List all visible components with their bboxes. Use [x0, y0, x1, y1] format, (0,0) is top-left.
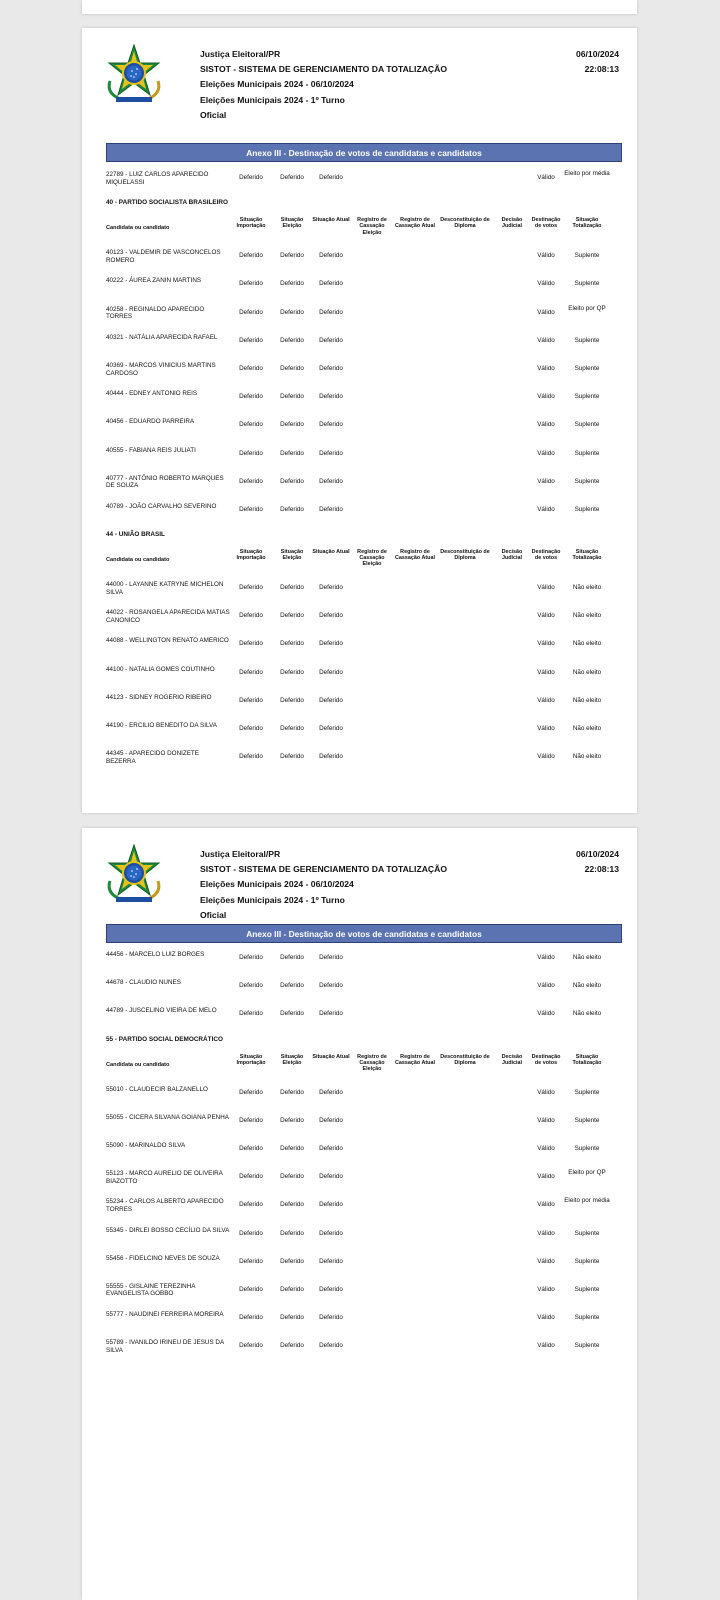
import-status: Deferido	[239, 1010, 263, 1018]
table-row	[106, 272, 637, 300]
candidate-name: 40222 - ÁUREA ZANIN MARTINS	[106, 277, 202, 285]
table-row	[106, 1137, 637, 1165]
import-status: Deferido	[239, 421, 263, 429]
table-row	[106, 1334, 637, 1362]
header-current-status: Situação Atual	[312, 549, 350, 556]
import-status: Deferido	[239, 725, 263, 732]
election-status: Deferido	[280, 1010, 304, 1018]
candidate-name: 44100 - NATALIA GOMES COUTINHO	[106, 665, 215, 673]
header-cassation-election: Registro de Cassação Eleição	[357, 1053, 387, 1072]
system-name: SISTOT - SISTEMA DE GERENCIAMENTO DA TOTALIZAÇÃO	[200, 64, 447, 75]
current-status: Deferido	[319, 308, 343, 316]
table-row	[106, 1193, 637, 1221]
import-status: Deferido	[239, 1144, 263, 1152]
current-status: Deferido	[319, 696, 343, 704]
table-row	[106, 1250, 637, 1278]
coat-of-arms-icon	[104, 44, 164, 106]
totalization-status: Suplente	[574, 505, 600, 513]
table-row	[106, 442, 637, 470]
table-row	[106, 1306, 637, 1334]
vote-destination: Válido	[537, 252, 555, 260]
current-status: Deferido	[319, 1285, 343, 1293]
election-status: Deferido	[280, 174, 304, 181]
table-row	[106, 498, 637, 526]
candidate-name: 55234 - CARLOS ALBERTO APARECIDO TORRES	[106, 1198, 224, 1213]
current-status: Deferido	[319, 1116, 343, 1124]
election-turn: Eleições Municipais 2024 - 1º Turno	[200, 94, 345, 105]
totalization-status: Suplente	[574, 393, 600, 401]
report-date: 06/10/2024	[575, 849, 619, 859]
totalization-status: Suplente	[574, 1116, 600, 1124]
report-status: Oficial	[200, 109, 227, 120]
candidate-name: 44678 - CLAUDIO NUNES	[106, 979, 181, 987]
header-deconstitution: Desconstituição de Diploma	[440, 1053, 490, 1066]
current-status: Deferido	[319, 364, 343, 372]
current-status: Deferido	[319, 1010, 343, 1018]
header-cassation-current: Registro de Cassação Atual	[395, 217, 435, 230]
election-status: Deferido	[280, 477, 304, 485]
annex-banner: Anexo III - Destinação de votos de candidatas e candidatos	[106, 924, 622, 943]
candidate-name: 40555 - FABIANA REIS JULIATI	[106, 446, 196, 454]
header-cassation-current: Registro de Cassação Atual	[395, 1053, 435, 1066]
candidate-name: 44456 - MARCELO LUIZ BORGES	[106, 951, 205, 958]
election-status: Deferido	[280, 393, 304, 401]
candidate-name: 40123 - VALDEMIR DE VASCONCELOS ROMERO	[106, 249, 221, 264]
candidate-name: 44789 - JUSCELINO VIEIRA DE MELO	[106, 1007, 217, 1015]
report-date: 06/10/2024	[575, 49, 619, 59]
table-row	[106, 974, 637, 1002]
vote-destination: Válido	[537, 505, 555, 513]
election-status: Deferido	[280, 1201, 304, 1209]
vote-destination: Válido	[537, 584, 555, 592]
candidate-name: 40456 - EDUARDO PARREIRA	[106, 418, 195, 426]
header-deconstitution: Desconstituição de Diploma	[440, 549, 490, 562]
import-status: Deferido	[239, 336, 263, 344]
vote-destination: Válido	[537, 1201, 555, 1209]
column-header-row	[106, 1048, 637, 1081]
election-status: Deferido	[280, 280, 304, 288]
totalization-status: Suplente	[574, 280, 600, 288]
previous-page-fragment	[82, 0, 637, 14]
candidate-name: 55345 - DIRLEI BOSSO CECÍLIO DA SILVA	[106, 1226, 230, 1234]
totalization-status: Suplente	[574, 1314, 600, 1322]
candidate-name: 40321 - NATÁLIA APARECIDA RAFAEL	[106, 333, 218, 341]
import-status: Deferido	[239, 364, 263, 372]
report-header	[82, 28, 637, 146]
candidate-name: 55555 - GISLAINE TEREZINHA EVANGELISTA GOBBO	[106, 1282, 196, 1298]
vote-destination: Válido	[537, 1229, 555, 1237]
header-import-status: Situação Importação	[236, 217, 266, 230]
import-status: Deferido	[239, 668, 263, 676]
current-status: Deferido	[319, 753, 343, 761]
vote-destination: Válido	[537, 1285, 555, 1293]
candidate-name: 44088 - WELLINGTON RENATO AMERICO	[106, 637, 229, 645]
candidate-name: 44022 - ROSANGELA APARECIDA MATIAS CANONICO	[106, 609, 230, 624]
header-totalization-status: Situação Totalização	[572, 1053, 602, 1066]
candidate-name: 55456 - FIDELCINO NEVES DE SOUZA	[106, 1254, 220, 1262]
import-status: Deferido	[239, 449, 263, 457]
totalization-status: Suplente	[574, 364, 600, 372]
current-status: Deferido	[319, 421, 343, 429]
election-name: Eleições Municipais 2024 - 06/10/2024	[200, 879, 354, 890]
table-row	[106, 301, 637, 329]
import-status: Deferido	[239, 252, 263, 260]
candidate-name: 44123 - SIDNEY ROGERIO RIBEIRO	[106, 693, 212, 701]
header-deconstitution: Desconstituição de Diploma	[440, 217, 490, 230]
header-vote-destination: Destinação de votos	[531, 549, 561, 562]
header-election-status: Situação Eleição	[280, 1053, 304, 1066]
vote-destination: Válido	[537, 1173, 555, 1181]
candidate-name: 40789 - JOÃO CARVALHO SEVERINO	[106, 502, 217, 510]
totalization-status: Não eleito	[572, 954, 602, 961]
election-status: Deferido	[280, 1144, 304, 1152]
vote-destination: Válido	[537, 1314, 555, 1322]
candidate-name: 44345 - APARECIDO DONIZETE BEZERRA	[106, 750, 199, 765]
header-election-status: Situação Eleição	[280, 549, 304, 562]
election-status: Deferido	[280, 449, 304, 457]
current-status: Deferido	[319, 336, 343, 344]
header-totalization-status: Situação Totalização	[572, 549, 602, 562]
election-status: Deferido	[280, 753, 304, 761]
import-status: Deferido	[239, 1285, 263, 1293]
header-totalization-status: Situação Totalização	[572, 217, 602, 230]
import-status: Deferido	[239, 1173, 263, 1181]
vote-destination: Válido	[537, 668, 555, 676]
election-status: Deferido	[280, 1088, 304, 1096]
import-status: Deferido	[239, 280, 263, 288]
org-name: Justiça Eleitoral/PR	[200, 849, 281, 859]
org-name: Justiça Eleitoral/PR	[200, 49, 281, 59]
totalization-status: Não eleito	[572, 696, 602, 704]
report-time: 22:08:13	[584, 64, 619, 75]
table-row	[106, 244, 637, 272]
party-heading: 40 - PARTIDO SOCIALISTA BRASILEIRO	[106, 199, 229, 207]
import-status: Deferido	[239, 1342, 263, 1350]
election-status: Deferido	[280, 1314, 304, 1322]
table-row	[106, 385, 637, 413]
current-status: Deferido	[319, 668, 343, 676]
election-status: Deferido	[280, 364, 304, 372]
current-status: Deferido	[319, 1257, 343, 1265]
header-candidate: Candidata ou candidato	[106, 557, 170, 564]
header-current-status: Situação Atual	[312, 1053, 350, 1060]
totalization-status: Eleito por QP	[568, 304, 606, 312]
election-status: Deferido	[280, 668, 304, 676]
system-name: SISTOT - SISTEMA DE GERENCIAMENTO DA TOTALIZAÇÃO	[200, 864, 447, 875]
table-row	[106, 1081, 637, 1109]
report-time: 22:08:13	[584, 864, 619, 875]
header-candidate: Candidata ou candidato	[106, 225, 170, 232]
table-row	[106, 576, 637, 604]
import-status: Deferido	[239, 1201, 263, 1209]
election-name: Eleições Municipais 2024 - 06/10/2024	[200, 79, 354, 90]
table-row	[106, 1002, 637, 1030]
election-status: Deferido	[280, 584, 304, 592]
vote-destination: Válido	[537, 696, 555, 704]
current-status: Deferido	[319, 252, 343, 260]
totalization-status: Não eleito	[572, 640, 602, 648]
current-status: Deferido	[319, 1173, 343, 1181]
vote-destination: Válido	[537, 725, 555, 732]
totalization-status: Não eleito	[572, 725, 602, 732]
vote-destination: Válido	[537, 308, 555, 316]
import-status: Deferido	[239, 1088, 263, 1096]
import-status: Deferido	[239, 1116, 263, 1124]
header-cassation-election: Registro de Cassação Eleição	[357, 217, 387, 236]
candidate-name: 55010 - CLAUDECIR BALZANELLO	[106, 1085, 208, 1093]
table-row	[106, 604, 637, 632]
table-row	[106, 632, 637, 660]
import-status: Deferido	[239, 640, 263, 648]
current-status: Deferido	[319, 1314, 343, 1322]
import-status: Deferido	[239, 954, 263, 961]
header-judicial-decision: Decisão Judicial	[501, 1053, 523, 1066]
candidate-name: 40258 - REGINALDO APARECIDO TORRES	[106, 305, 205, 321]
vote-destination: Válido	[537, 640, 555, 648]
totalization-status: Não eleito	[572, 982, 602, 990]
totalization-status: Suplente	[574, 336, 600, 344]
table-row	[106, 329, 637, 357]
import-status: Deferido	[239, 174, 263, 181]
vote-destination: Válido	[537, 1116, 555, 1124]
import-status: Deferido	[239, 1314, 263, 1322]
vote-destination: Válido	[537, 982, 555, 990]
import-status: Deferido	[239, 1257, 263, 1265]
header-import-status: Situação Importação	[236, 549, 266, 562]
totalization-status: Não eleito	[572, 1010, 602, 1018]
import-status: Deferido	[239, 1229, 263, 1237]
vote-destination: Válido	[537, 1257, 555, 1265]
current-status: Deferido	[319, 640, 343, 648]
header-judicial-decision: Decisão Judicial	[501, 217, 523, 230]
import-status: Deferido	[239, 696, 263, 704]
election-status: Deferido	[280, 1285, 304, 1293]
table-row	[106, 166, 637, 194]
totalization-status: Não eleito	[572, 668, 602, 676]
current-status: Deferido	[319, 477, 343, 485]
column-header-row	[106, 543, 637, 576]
import-status: Deferido	[239, 612, 263, 620]
vote-destination: Válido	[537, 280, 555, 288]
annex-banner: Anexo III - Destinação de votos de candidatas e candidatos	[106, 143, 622, 162]
totalization-status: Suplente	[574, 477, 600, 485]
current-status: Deferido	[319, 1342, 343, 1350]
vote-destination: Válido	[537, 1342, 555, 1350]
election-status: Deferido	[280, 1229, 304, 1237]
election-status: Deferido	[280, 1257, 304, 1265]
import-status: Deferido	[239, 505, 263, 513]
candidate-table	[106, 946, 637, 1362]
election-status: Deferido	[280, 1173, 304, 1181]
candidate-name: 40369 - MARCOS VINICIUS MARTINS CARDOSO	[106, 361, 216, 377]
vote-destination: Válido	[537, 1144, 555, 1152]
candidate-name: 55055 - CICERA SILVANA GOIANA PENHA	[106, 1113, 229, 1121]
totalization-status: Suplente	[574, 1257, 600, 1265]
candidate-name: 55789 - IVANILDO IRINEU DE JESUS DA SILVA	[106, 1339, 224, 1354]
import-status: Deferido	[239, 753, 263, 761]
election-turn: Eleições Municipais 2024 - 1º Turno	[200, 894, 345, 905]
table-row	[106, 661, 637, 689]
election-status: Deferido	[280, 1342, 304, 1350]
current-status: Deferido	[319, 954, 343, 961]
vote-destination: Válido	[537, 477, 555, 485]
totalization-status: Suplente	[574, 1342, 600, 1350]
vote-destination: Válido	[537, 364, 555, 372]
current-status: Deferido	[319, 1088, 343, 1096]
import-status: Deferido	[239, 477, 263, 485]
vote-destination: Válido	[537, 421, 555, 429]
candidate-name: 44000 - LAYANNE KATRYNE MICHELON SILVA	[106, 581, 224, 596]
header-vote-destination: Destinação de votos	[531, 1053, 561, 1066]
election-status: Deferido	[280, 336, 304, 344]
current-status: Deferido	[319, 584, 343, 592]
table-row	[106, 1278, 637, 1306]
current-status: Deferido	[319, 393, 343, 401]
election-status: Deferido	[280, 696, 304, 704]
totalization-status: Suplente	[574, 1144, 600, 1152]
current-status: Deferido	[319, 982, 343, 990]
totalization-status: Não eleito	[572, 612, 602, 620]
header-cassation-current: Registro de Cassação Atual	[395, 549, 435, 562]
vote-destination: Válido	[537, 1088, 555, 1096]
table-row	[106, 946, 637, 974]
current-status: Deferido	[319, 1229, 343, 1237]
vote-destination: Válido	[537, 612, 555, 620]
header-cassation-election: Registro de Cassação Eleição	[357, 549, 387, 568]
election-status: Deferido	[280, 252, 304, 260]
totalization-status: Não eleito	[572, 753, 602, 761]
report-page-2	[82, 828, 637, 1600]
election-status: Deferido	[280, 982, 304, 990]
election-status: Deferido	[280, 612, 304, 620]
election-status: Deferido	[280, 954, 304, 961]
table-row	[106, 357, 637, 385]
candidate-name: 55090 - MARINALDO SILVA	[106, 1141, 186, 1149]
header-import-status: Situação Importação	[236, 1053, 266, 1066]
current-status: Deferido	[319, 174, 343, 181]
election-status: Deferido	[280, 505, 304, 513]
vote-destination: Válido	[537, 174, 555, 181]
import-status: Deferido	[239, 584, 263, 592]
header-election-status: Situação Eleição	[280, 217, 304, 230]
table-row	[106, 470, 637, 498]
current-status: Deferido	[319, 1144, 343, 1152]
candidate-name: 55777 - NAUDINEI FERREIRA MOREIRA	[106, 1311, 224, 1319]
vote-destination: Válido	[537, 336, 555, 344]
table-row	[106, 1222, 637, 1250]
vote-destination: Válido	[537, 1010, 555, 1018]
totalization-status: Suplente	[574, 421, 600, 429]
vote-destination: Válido	[537, 449, 555, 457]
party-heading: 44 - UNIÃO BRASIL	[106, 531, 165, 539]
column-header-row	[106, 211, 637, 244]
totalization-status: Eleito por média	[564, 170, 610, 177]
candidate-table	[106, 166, 637, 773]
header-judicial-decision: Decisão Judicial	[501, 549, 523, 562]
table-row	[106, 717, 637, 745]
totalization-status: Suplente	[574, 1088, 600, 1096]
coat-of-arms-icon	[104, 844, 164, 906]
table-row	[106, 745, 637, 773]
report-page-1	[82, 28, 637, 813]
vote-destination: Válido	[537, 753, 555, 761]
party-heading: 55 - PARTIDO SOCIAL DEMOCRÁTICO	[106, 1035, 223, 1043]
import-status: Deferido	[239, 982, 263, 990]
totalization-status: Suplente	[574, 1285, 600, 1293]
election-status: Deferido	[280, 421, 304, 429]
candidate-name: 40777 - ANTÔNIO ROBERTO MARQUES DE SOUZA	[106, 474, 224, 490]
candidate-name: 22789 - LUIZ CARLOS APARECIDO MIQUELASSI	[106, 171, 209, 186]
header-current-status: Situação Atual	[312, 217, 350, 224]
table-row	[106, 413, 637, 441]
current-status: Deferido	[319, 280, 343, 288]
election-status: Deferido	[280, 725, 304, 732]
vote-destination: Válido	[537, 393, 555, 401]
totalization-status: Suplente	[574, 252, 600, 260]
totalization-status: Suplente	[574, 449, 600, 457]
candidate-name: 44190 - ERCILIO BENEDITO DA SILVA	[106, 722, 217, 729]
import-status: Deferido	[239, 393, 263, 401]
vote-destination: Válido	[537, 954, 555, 961]
import-status: Deferido	[239, 308, 263, 316]
current-status: Deferido	[319, 1201, 343, 1209]
header-vote-destination: Destinação de votos	[531, 217, 561, 230]
totalization-status: Eleito por QP	[568, 1169, 606, 1177]
totalization-status: Eleito por média	[564, 1197, 610, 1205]
current-status: Deferido	[319, 449, 343, 457]
candidate-name: 55123 - MARCO AURELIO DE OLIVEIRA BIAZOTTO	[106, 1170, 223, 1185]
table-row	[106, 689, 637, 717]
current-status: Deferido	[319, 505, 343, 513]
election-status: Deferido	[280, 640, 304, 648]
current-status: Deferido	[319, 725, 343, 732]
totalization-status: Suplente	[574, 1229, 600, 1237]
table-row	[106, 1109, 637, 1137]
totalization-status: Não eleito	[572, 584, 602, 592]
candidate-name: 40444 - EDNEY ANTONIO REIS	[106, 390, 198, 398]
election-status: Deferido	[280, 1116, 304, 1124]
current-status: Deferido	[319, 612, 343, 620]
report-status: Oficial	[200, 909, 227, 920]
table-row	[106, 1165, 637, 1193]
header-candidate: Candidata ou candidato	[106, 1061, 170, 1068]
election-status: Deferido	[280, 308, 304, 316]
